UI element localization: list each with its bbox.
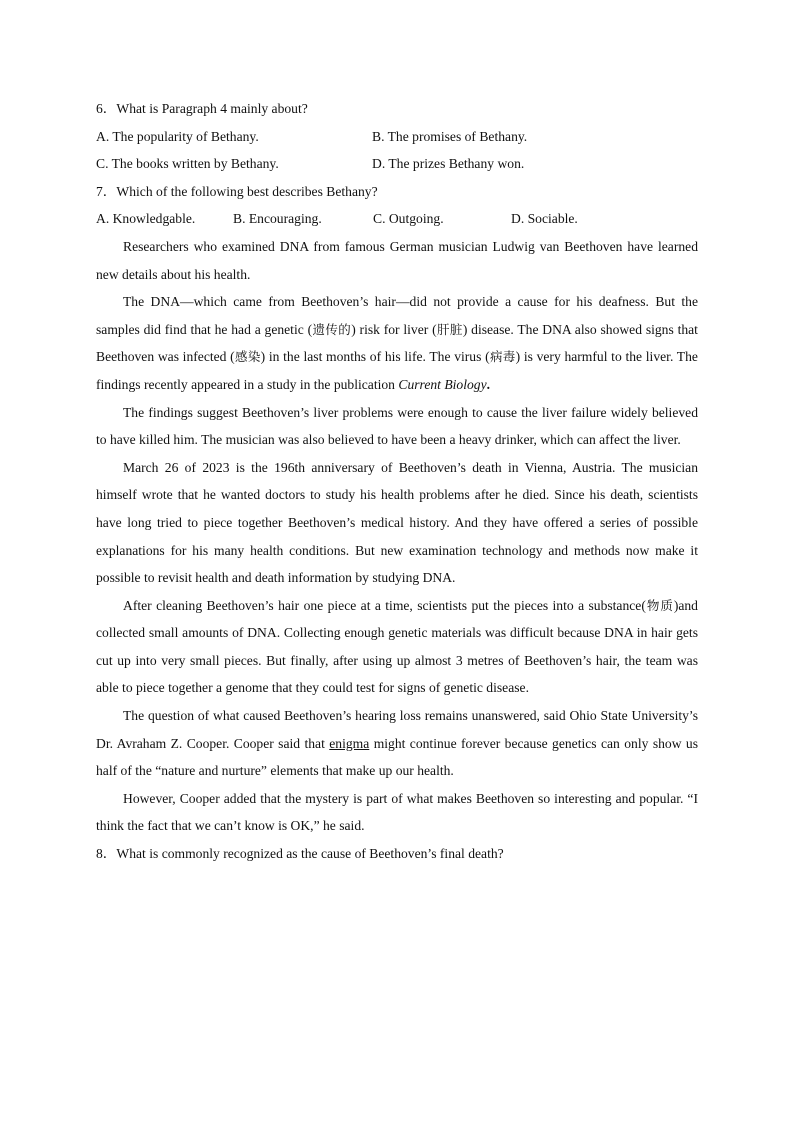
p6-enigma-word: enigma	[329, 735, 370, 751]
p2-text-i: is very harmful to the liver. The findings recently appeared in a study in the publication	[96, 349, 698, 392]
question-6-option-a: A. The popularity of Bethany.	[96, 128, 259, 144]
question-6-options-row-1	[96, 123, 698, 151]
question-7-options-row	[96, 205, 698, 233]
p2-text-e: disease. The DNA also showed signs that Beethoven was infected	[96, 321, 698, 365]
p5-chinese-substance: 物质	[645, 597, 674, 613]
passage-paragraph-5	[96, 592, 698, 702]
question-7-option-c: C. Outgoing.	[373, 211, 444, 227]
p2-chinese-genetic: 遗传的	[312, 321, 352, 337]
p2-chinese-virus: 病毒	[489, 349, 516, 365]
p2-text-c: risk for liver	[359, 321, 429, 337]
question-8-stem: 8．What is commonly recognized as the cause of Beethoven’s final death?	[96, 846, 504, 862]
passage-paragraph-6	[96, 702, 698, 785]
p6-text-c: might continue forever because genetics can only show us half of the “nature and nurture” elements that make up our health.	[96, 735, 698, 779]
question-7-stem: 7．Which of the following best describes Bethany?	[96, 183, 378, 199]
question-6-option-b: B. The promises of Bethany.	[372, 128, 528, 144]
question-6-options-row-2	[96, 150, 698, 178]
passage-paragraph-7: However, Cooper added that the mystery is part of what makes Beethoven so interesting and popular. “I think the fact that we can’t know is OK,” he said.	[96, 790, 698, 834]
p2-publication-title: Current Biology	[398, 376, 487, 392]
question-6-option-d: D. The prizes Bethany won.	[372, 156, 525, 172]
question-7-option-d: D. Sociable.	[511, 211, 578, 227]
p2-period: .	[486, 376, 491, 392]
document-page	[96, 95, 698, 868]
p2-text-g: in the last months of his life. The virus	[268, 349, 482, 365]
passage-paragraph-4: March 26 of 2023 is the 196th anniversary of Beethoven’s death in Vienna, Austria. The musician himself wrote that he wanted doctors to study his health problems after he died. Since his death, scientists have long tried to piece together Beethoven’s medical history. And they have offered a series of possible explanations for his many health conditions. But new examination technology and methods now make it possible to revisit health and death information by studying DNA.	[96, 459, 698, 586]
p5-text-a: After cleaning Beethoven’s hair one piece at a time, scientists put the pieces into a substance(	[123, 597, 646, 613]
passage-paragraph-2: The DNA—which came from Beethoven’s hair—did not provide a cause for his deafness. But the samples did find that he had a genetic (遗传的) risk for liver (肝脏) disease. The DNA also showed signs that Beethoven was infected (感染) in the last months of his life. The virus (病毒) is very harmful to the liver. The findings recently appeared in a study in the publication Current Biology.	[96, 294, 698, 392]
passage-paragraph-1: Researchers who examined DNA from famous German musician Ludwig van Beethoven have learned new details about his health.	[96, 238, 698, 282]
p5-text-c: )and collected small amounts of DNA. Collecting enough genetic materials was difficult because DNA in hair gets cut up into very small pieces. But finally, after using up almost 3 metres of Beethoven’s hair, the team was able to piece together a genome that they could test for signs of genetic disease.	[96, 597, 698, 696]
p2-text-a: The DNA—which came from Beethoven’s hair—did not provide a cause for his deafness. But the samples did find that he had a genetic	[96, 294, 698, 337]
question-6-option-c: C. The books written by Bethany.	[96, 156, 279, 172]
question-7-option-a: A. Knowledgable.	[96, 211, 196, 227]
p2-chinese-liver: 肝脏	[436, 321, 463, 337]
question-7-option-b: B. Encouraging.	[233, 211, 322, 227]
p6-text-a: The question of what caused Beethoven’s hearing loss remains unanswered, said Ohio State University’s Dr. Avraham Z. Cooper. Cooper said that	[96, 708, 698, 751]
p2-chinese-infected: 感染	[234, 349, 261, 365]
passage-paragraph-3: The findings suggest Beethoven’s liver problems were enough to cause the liver failure widely believed to have killed him. The musician was also believed to have been a heavy drinker, which can affect the liver.	[96, 404, 698, 448]
question-6-stem: 6．What is Paragraph 4 mainly about?	[96, 101, 308, 116]
